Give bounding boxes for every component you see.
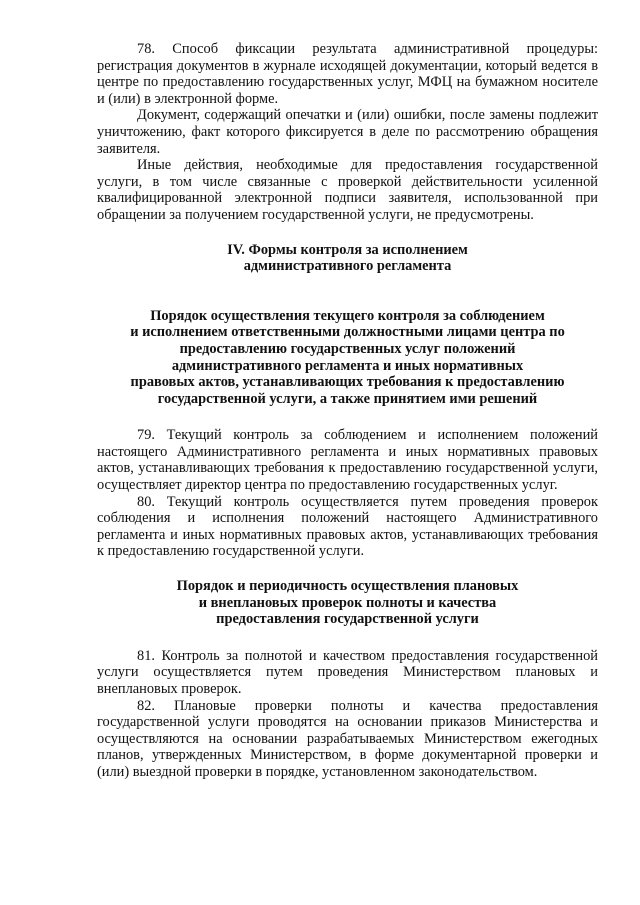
paragraph-82: 82. Плановые проверки полноты и качества предоставления государственной услуги проводятся на основании приказов Министерства и осуществляются на основании разрабатываемых Министерством ежегодных планов, утвержденных Министерством, в форме документарной проверки и (или) выездной проверки в порядке, установленном законодательством. <box>97 697 598 780</box>
section-title-line: административного регламента <box>243 258 452 275</box>
subheading-line: правовых актов, устанавливающих требования к предоставлению <box>130 374 565 391</box>
subheading-line: Порядок осуществления текущего контроля за соблюдением <box>150 307 545 324</box>
subheading-line: предоставления государственной услуги <box>216 611 479 628</box>
paragraph-81: 81. Контроль за полнотой и качеством предоставления государственной услуги осуществляется путем проведения Министерством плановых и внеплановых проверок. <box>97 647 598 697</box>
paragraph-80: 80. Текущий контроль осуществляется путем проведения проверок соблюдения и исполнения положений настоящего Административного регламента и иных нормативных правовых актов, устанавливающих требования к предоставлению государственной услуги. <box>97 493 598 560</box>
paragraph-typos: Документ, содержащий опечатки и (или) ошибки, после замены подлежит уничтожению, факт которого фиксируется в деле по рассмотрению обращения заявителя. <box>97 107 598 157</box>
paragraph-79: 79. Текущий контроль за соблюдением и исполнением положений настоящего Административного регламента и иных нормативных правовых актов, устанавливающих требования к предоставлению государственной услуги, осуществляет директор центра по предоставлению государственных услуг. <box>97 427 598 494</box>
subheading-current-control <box>97 308 598 408</box>
subheading-line: государственной услуги, а также принятием ими решений <box>157 390 538 407</box>
subheading-line: Порядок и периодичность осуществления плановых <box>176 578 519 595</box>
subheading-line: административного регламента и иных нормативных <box>171 357 524 374</box>
paragraph-78: 78. Способ фиксации результата административной процедуры: регистрация документов в журнале исходящей документации, который ведется в центре по предоставлению государственных услуг, МФЦ на бумажном носителе и (или) в электронной форме. <box>97 41 598 107</box>
subheading-line: предоставлению государственных услуг положений <box>179 340 516 357</box>
paragraph-other-actions: Иные действия, необходимые для предоставления государственной услуги, в том числе связанные с проверкой действительности усиленной квалифицированной электронной подписи заявителя, использованной при обращении за получением государственной услуги, не предусмотрены. <box>97 157 598 223</box>
section-title-line: IV. Формы контроля за исполнением <box>227 241 468 258</box>
subheading-line: и исполнением ответственными должностными лицами центра по <box>130 324 565 341</box>
subheading-inspections <box>97 578 598 628</box>
section-title <box>97 242 598 275</box>
subheading-line: и внеплановых проверок полноты и качества <box>198 594 497 611</box>
